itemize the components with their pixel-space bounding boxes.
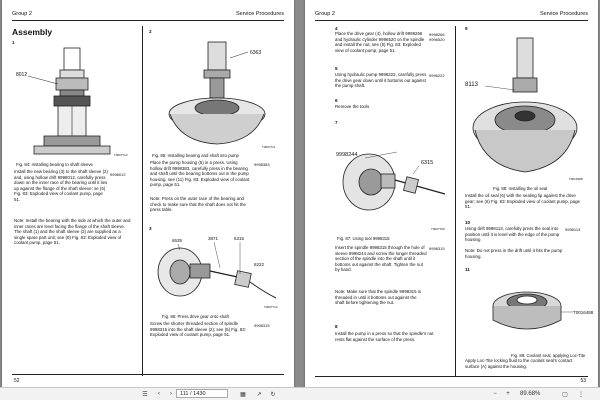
- fig-label-3871: 3871: [208, 236, 219, 241]
- more-options-icon[interactable]: ⋮: [578, 391, 584, 398]
- fig-reference: T0007714: [264, 305, 278, 309]
- step-number: 5: [335, 66, 338, 71]
- step-text: Place the drive gear (4), hollow drift 9998266 and hydraulic cylinder 9996520 on the spindle and install the nut, see (5) Fig. 83: Exploded view of coolant pump, page 51.: [335, 31, 425, 53]
- rotate-icon[interactable]: ↻: [270, 391, 276, 398]
- document-page-right: [305, 0, 598, 390]
- tool-code: 9998266: [429, 32, 445, 37]
- figure-coolant-seal: [475, 276, 594, 352]
- step-number: 11: [465, 267, 470, 272]
- viewer-toolbar: [0, 387, 600, 400]
- fig-label-6315: 6315: [421, 160, 434, 166]
- save-icon[interactable]: ▦: [240, 391, 246, 398]
- step-text: Remove the tools: [335, 104, 370, 109]
- step-number: 10: [465, 220, 471, 225]
- fig-reference: T0007709: [431, 227, 445, 231]
- tool-code: 9998012: [110, 172, 126, 177]
- figure-bearing-shaft-sleeve: [14, 46, 136, 158]
- column-divider: [455, 26, 456, 376]
- tool-code: 9998315: [429, 246, 445, 251]
- step-number: 6: [335, 98, 338, 103]
- tool-code: 9998383: [254, 162, 270, 167]
- figure-bearing-into-pump: [150, 38, 282, 150]
- step-number: 8: [335, 324, 338, 329]
- step-note: Note: Do not press in the drift until it hits the pump housing.: [465, 248, 563, 259]
- figure-caption: Fig. 88: Installing the oil seal: [493, 186, 548, 191]
- figure-caption: Fig. 87: Using tool 9998315: [337, 236, 390, 241]
- step-note: Note: Make sure that the spindle 9998315 is threaded in until it bottoms out against the shaft before tightening the nut.: [335, 289, 421, 306]
- section-label: Service Procedures: [540, 11, 588, 17]
- fig-label-8012: 8012: [16, 72, 28, 78]
- step-number: 9: [465, 26, 468, 31]
- figure-drive-gear-shaft: [150, 232, 284, 312]
- fig-label-6315: 6315: [234, 236, 245, 241]
- figure-oil-seal-install: [465, 34, 589, 184]
- share-icon[interactable]: ↗: [256, 391, 262, 398]
- page-number: 53: [580, 378, 586, 384]
- document-page-left: [2, 0, 294, 390]
- page-header: [315, 11, 588, 21]
- step-text: Install the new bearing (3) to the shaft sleeve (2) and, using hollow drift 9998012, carefully press down on the inner race of the bearing until it lies up against the flange of the shaft sleeve; se (5) Fig. 83: Exploded view of coolant pump, page 51.: [14, 169, 108, 202]
- footer-rule: [12, 374, 284, 375]
- fig-reference: T0016488: [573, 310, 594, 315]
- page-number-input[interactable]: 111 / 1430: [176, 389, 228, 398]
- footer-rule: [315, 376, 588, 377]
- figure-caption: Fig. 85: Installing bearing and shaft into pump: [152, 153, 239, 158]
- figure-caption: Fig. 86: Press drive gear onto shaft: [162, 314, 229, 319]
- fig-reference: T0007711: [262, 145, 276, 149]
- sidebar-toggle-icon[interactable]: ☰: [142, 391, 148, 398]
- fig-reference: T0007713: [114, 153, 128, 157]
- tool-code: 9996520: [429, 37, 445, 42]
- fit-page-icon[interactable]: ▢: [562, 391, 568, 398]
- step-text: Using drift 9998113, carefully press the seal into position until it is level with the edge of the pump housing: [465, 226, 560, 243]
- fig-reference: T0016488: [569, 177, 583, 181]
- section-title: Assembly: [12, 27, 53, 37]
- group-label: Group 2: [315, 11, 335, 17]
- zoom-in-icon[interactable]: +: [506, 391, 510, 397]
- figure-caption: Fig. 84: Installing bearing to shaft sleeve: [16, 162, 93, 167]
- step-note: Note: Install the bearing with the side at which the outer and inner races are level facing the flange of the shaft sleeve. The shaft (1) and the shaft sleeve (2) are supplied as a single spare part unit; see (9) Fig. 83: Exploded view of coolant pump, page 51.: [14, 218, 131, 246]
- step-text: Apply Loc-Tite locking fluid to the coolant seal's contact surface (A) against the housing.: [465, 358, 573, 369]
- figure-tool-9998315: [335, 128, 451, 234]
- section-label: Service Procedures: [236, 11, 284, 17]
- step-text: Using hydraulic pump 9996222, carefully press the drive gear down until it bottoms out against the pump shaft.: [335, 72, 427, 89]
- step-text: Install the pump in a press so that the spindle's nut rests flat against the surface of the press.: [335, 331, 434, 342]
- tool-code: 9998113: [565, 227, 581, 232]
- step-number: 4: [335, 26, 338, 31]
- figure-caption: Fig. 89: Coolant seal, applying Loc-Tite: [511, 353, 586, 358]
- column-divider: [142, 26, 143, 376]
- page-header: [12, 11, 284, 21]
- fig-label-6363: 6363: [250, 50, 262, 56]
- step-text: Install the oil seal (6) with the sealing lip against the drive gear; see (6) Fig. 83: Exploded view of coolant pump, page 51.: [465, 193, 580, 210]
- step-number: 3: [149, 226, 152, 231]
- page-number: 52: [14, 378, 20, 384]
- zoom-level[interactable]: 89.68%: [520, 391, 541, 397]
- next-page-icon[interactable]: ›: [170, 391, 172, 397]
- step-text: Insert the spindle 9998315 through the hole of sleeve 9998244 and screw the longer threaded section of the spindle into the shaft until it bottoms out against the shaft. Tighten the nut by hand.: [335, 245, 427, 273]
- tool-code: 9996222: [429, 73, 445, 78]
- fig-label-6535: 6535: [172, 238, 183, 243]
- step-text: Screw the shorter threaded section of spindle 9998315 into the shaft sleeve (2); see (5) Fig. 83: Exploded view of coolant pump, page 51.: [150, 321, 246, 338]
- fig-label-6222: 6222: [254, 262, 265, 267]
- group-label: Group 2: [12, 11, 32, 17]
- step-number: 7: [335, 120, 338, 125]
- fig-label-8113: 8113: [465, 82, 478, 88]
- step-number: 1: [12, 40, 15, 45]
- fig-label-9998244: 9998244: [336, 152, 358, 158]
- step-number: 2: [149, 29, 152, 34]
- step-note: Note: Press on the outer race of the bearing and check to make sure that the shaft does not hit the press table.: [150, 196, 246, 213]
- tool-code: 9998315: [254, 323, 270, 328]
- step-text: Place the pump housing (5) in a press. Using hollow drift 9998383, carefully press in the bearing and shaft until the bearing bottoms out in the pump housing, see (11) Fig. 83: Exploded view of coolant pump, page 51.: [150, 160, 250, 188]
- zoom-out-icon[interactable]: −: [493, 391, 497, 397]
- prev-page-icon[interactable]: ‹: [158, 391, 160, 397]
